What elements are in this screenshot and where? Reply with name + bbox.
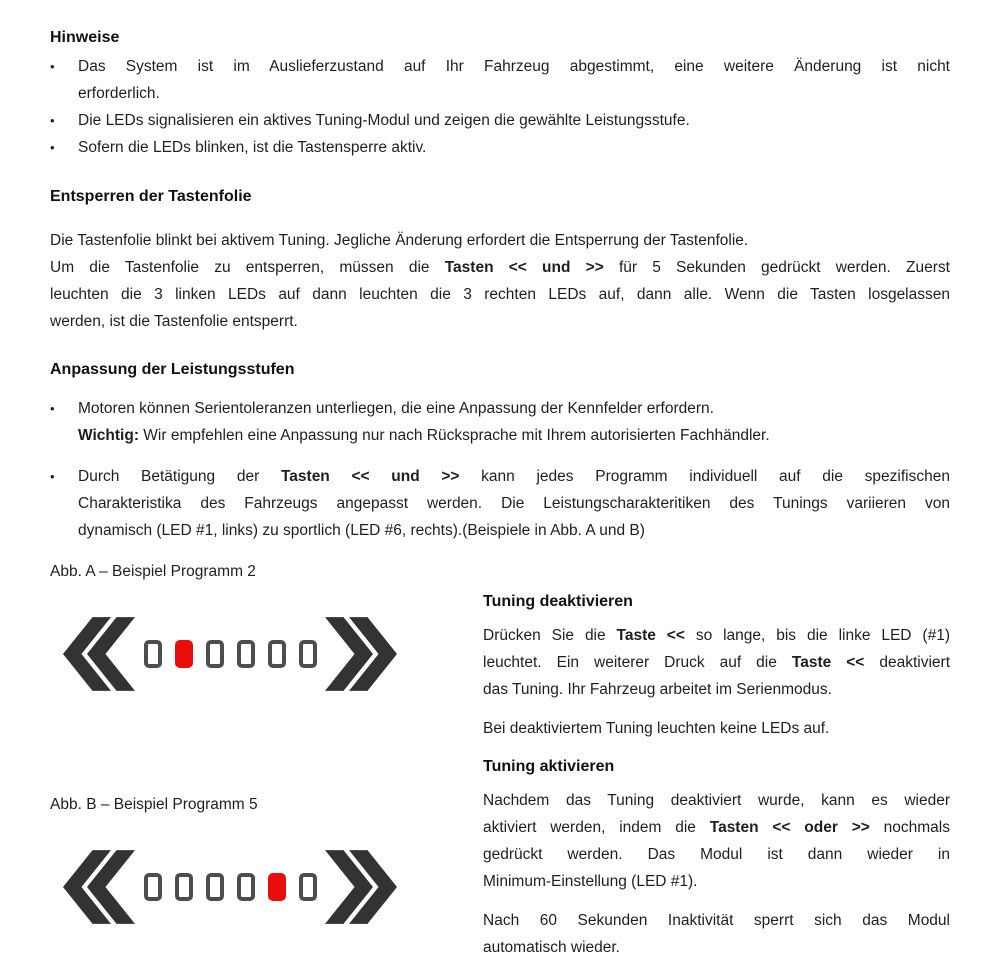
led-indicator — [299, 640, 317, 668]
double-chevron-left-icon — [63, 848, 135, 926]
bullet-text — [78, 463, 950, 544]
heading-tuning-deaktivieren: Tuning deaktivieren — [483, 593, 633, 610]
bullet-text — [78, 107, 950, 134]
text-line: Das System ist im Auslieferzustand auf Ihr Fahrzeug abgestimmt, eine weitere Änderung ist nicht — [78, 58, 950, 75]
bullet-text — [78, 395, 950, 449]
led-display — [144, 873, 317, 901]
section-title-entsperren: Entsperren der Tastenfolie — [50, 188, 252, 205]
figure-b-label: Abb. B – Beispiel Programm 5 — [50, 796, 258, 813]
paragraph-activate-steps — [483, 787, 950, 895]
led-indicator — [237, 640, 255, 668]
led-indicator — [175, 873, 193, 901]
bullet-icon: • — [50, 59, 55, 74]
text-line: Die Tastenfolie blinkt bei aktivem Tuning. Jegliche Änderung erfordert die Entsperrung der Tastenfolie. — [50, 232, 749, 249]
section-title-anpassung: Anpassung der Leistungsstufen — [50, 361, 295, 378]
text-line: leuchten die 3 linken LEDs auf dann leuchten die 3 rechten LEDs auf, dann alle. Wenn die Tasten losgelassen — [50, 286, 950, 303]
paragraph-activate-timeout — [483, 907, 950, 961]
paragraph-entsperren — [50, 227, 950, 335]
text-line: dynamisch (LED #1, links) zu sportlich (LED #6, rechts).(Beispiele in Abb. A und B) — [78, 522, 645, 539]
text-line: leuchtet. Ein weiterer Druck auf die Taste << deaktiviert — [483, 654, 950, 671]
heading-tuning-aktivieren: Tuning aktivieren — [483, 758, 615, 775]
text-line: Sofern die LEDs blinken, ist die Tastensperre aktiv. — [78, 139, 427, 156]
double-chevron-left-icon — [63, 615, 135, 693]
text-line: das Tuning. Ihr Fahrzeug arbeitet im Serienmodus. — [483, 681, 832, 698]
text-line: Die LEDs signalisieren ein aktives Tuning-Modul und zeigen die gewählte Leistungsstufe. — [78, 112, 690, 129]
led-indicator — [299, 873, 317, 901]
bullet-icon: • — [50, 401, 55, 416]
bullet-item — [50, 463, 950, 544]
text-line: Charakteristika des Fahrzeugs angepasst werden. Die Leistungscharakteritiken des Tunings variieren von — [78, 495, 950, 512]
led-indicator — [206, 873, 224, 901]
paragraph-deactivate-steps — [483, 622, 950, 703]
figure-a-led-panel — [63, 614, 397, 694]
text-line: Drücken Sie die Taste << so lange, bis die linke LED (#1) — [483, 627, 950, 644]
figure-b — [50, 791, 397, 927]
bullet-icon: • — [50, 469, 55, 484]
text-line: werden, ist die Tastenfolie entsperrt. — [50, 313, 298, 330]
text-line: Motoren können Serientoleranzen unterliegen, die eine Anpassung der Kennfelder erfordern. — [78, 400, 714, 417]
text-line: Wichtig: Wir empfehlen eine Anpassung nur nach Rücksprache mit Ihrem autorisierten Fachhändler. — [78, 427, 770, 444]
led-indicator — [206, 640, 224, 668]
bullet-item — [50, 107, 950, 134]
bullet-icon: • — [50, 113, 55, 128]
bullet-item — [50, 134, 950, 161]
text-line: Um die Tastenfolie zu entsperren, müssen die Tasten << und >> für 5 Sekunden gedrückt werden. Zuerst — [50, 259, 950, 276]
double-chevron-right-icon — [325, 615, 397, 693]
text-line: Nach 60 Sekunden Inaktivität sperrt sich das Modul — [483, 912, 950, 929]
led-active-indicator — [268, 873, 286, 901]
led-display — [144, 640, 317, 668]
text-line: automatisch wieder. — [483, 939, 620, 956]
led-active-indicator — [175, 640, 193, 668]
text-line: erforderlich. — [78, 85, 160, 102]
text-line: Bei deaktiviertem Tuning leuchten keine LEDs auf. — [483, 720, 830, 737]
led-indicator — [144, 640, 162, 668]
text-line: Durch Betätigung der Tasten << und >> kann jedes Programm individuell auf die spezifischen — [78, 468, 950, 485]
paragraph-deactivate-note — [483, 715, 950, 742]
bullet-item — [50, 53, 950, 107]
section-title-hinweise: Hinweise — [50, 29, 120, 46]
figure-a-label: Abb. A – Beispiel Programm 2 — [50, 563, 256, 580]
figures-and-instructions-area — [50, 544, 950, 975]
instructions-column — [483, 591, 950, 973]
text-line: gedrückt werden. Das Modul ist dann wieder in — [483, 846, 950, 863]
figure-a — [50, 558, 397, 694]
figure-b-led-panel — [63, 847, 397, 927]
led-indicator — [268, 640, 286, 668]
text-line: aktiviert werden, indem die Tasten << oder >> nochmals — [483, 819, 950, 836]
bullet-text — [78, 134, 950, 161]
text-line: Nachdem das Tuning deaktiviert wurde, kann es wieder — [483, 792, 950, 809]
double-chevron-right-icon — [325, 848, 397, 926]
bullet-icon: • — [50, 140, 55, 155]
led-indicator — [237, 873, 255, 901]
text-line: Minimum-Einstellung (LED #1). — [483, 873, 698, 890]
led-indicator — [144, 873, 162, 901]
bullet-text — [78, 53, 950, 107]
bullet-item — [50, 395, 950, 449]
